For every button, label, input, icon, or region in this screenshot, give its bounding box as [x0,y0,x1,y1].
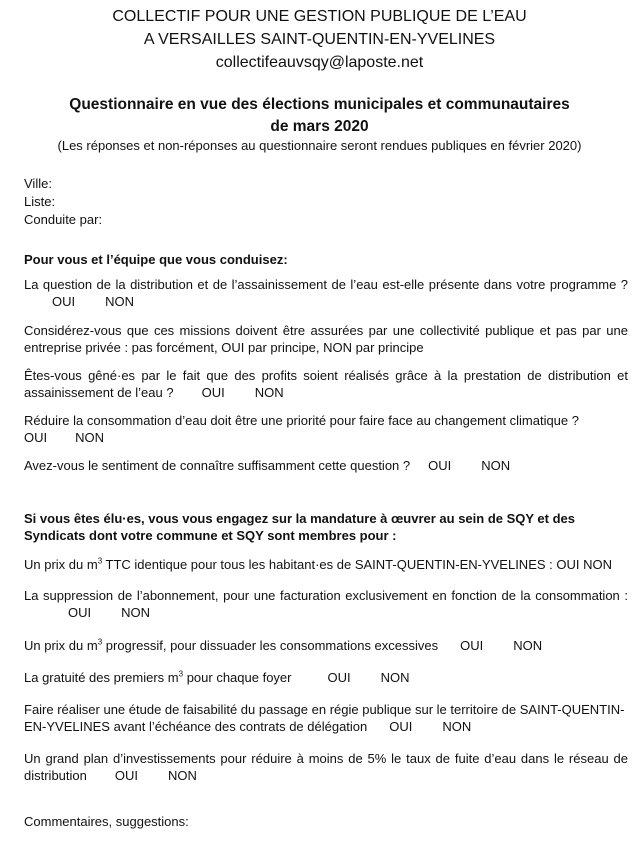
s1-question-1 [24,276,628,310]
org-email: collectifeauvsqy@laposte.net [215,54,424,71]
section2-heading: Si vous êtes élu·es, vous vous engagez sur la mandature à œuvrer au sein de SQY et des Syndicats dont votre commune et SQY sont membres pour : [24,511,576,543]
answer-non: NON [380,670,410,685]
question-text: Un prix du m [24,557,98,572]
answer-non: NON [121,605,151,620]
answer-non: NON [168,768,197,783]
answer-non: NON [442,719,472,734]
section1-heading: Pour vous et l’équipe que vous conduisez: [24,252,288,267]
question-text: Avez-vous le sentiment de connaître suffisamment cette question ? [24,458,411,473]
question-text: La question de la distribution et de l’assainissement de l’eau est-elle présente dans votre programme ? [24,277,628,292]
s1-question-2 [24,322,628,356]
answer-oui: OUI [114,768,138,783]
field-conduite: Conduite par: [24,212,103,227]
question-text: Un prix du m [24,638,98,653]
s1-question-5 [24,457,628,474]
questionnaire-title-line2: de mars 2020 [270,118,369,135]
field-ville: Ville: [24,176,52,191]
field-liste: Liste: [24,194,56,209]
answer-oui: OUI [389,719,413,734]
org-name-line1: COLLECTIF POUR UNE GESTION PUBLIQUE DE L’EAU [112,8,527,25]
s1-question-4 [24,412,628,446]
comments-label: Commentaires, suggestions: [24,814,189,829]
answer-oui: OUI [327,670,351,685]
question-text: La suppression de l’abonnement, pour une facturation exclusivement en fonction de la consommation : [24,588,628,603]
superscript-3: 3 [97,556,103,566]
question-text: La gratuité des premiers m [24,670,179,685]
question-text: Considérez-vous que ces missions doivent être assurées par une collectivité publique et pas par une entreprise privée : pas forcément, OUI par principe, NON par principe [24,323,628,355]
answer-non: NON [481,458,511,473]
question-text-cont: progressif, pour dissuader les consommations excessives [102,638,439,653]
s1-question-3 [24,367,628,401]
s2-question-6 [24,750,628,784]
question-text-cont: pour chaque foyer [183,670,292,685]
publication-note: (Les réponses et non-réponses au questionnaire seront rendues publiques en février 2020) [57,138,582,153]
question-text: Êtes-vous gêné·es par le fait que des profits soient réalisés grâce à la prestation de distribution et assainissement de l’eau ? [24,368,628,400]
answer-oui: OUI [68,605,92,620]
answer-oui: OUI [52,294,76,309]
answer-non: NON [254,385,284,400]
s2-question-5 [24,701,628,735]
answer-non: NON [75,430,105,445]
question-text: Un grand plan d’investissements pour réduire à moins de 5% le taux de fuite d’eau dans le réseau de distribution [24,751,628,783]
answer-non: NON [105,294,135,309]
s2-question-4 [24,669,628,686]
answer-oui: OUI [201,385,225,400]
question-text-cont: TTC identique pour tous les habitant·es de SAINT-QUENTIN-EN-YVELINES : OUI NON [102,557,612,572]
superscript-3: 3 [97,637,103,647]
question-text: Faire réaliser une étude de faisabilité du passage en régie publique sur le territoire de SAINT-QUENTIN-EN-YVELINES avant l’échéance des contrats de délégation [24,702,625,734]
answer-oui: OUI [428,458,452,473]
questionnaire-title-line1: Questionnaire en vue des élections municipales et communautaires [69,96,570,113]
question-text: Réduire la consommation d’eau doit être une priorité pour faire face au changement climatique ? [24,413,579,428]
answer-non: NON [513,638,543,653]
s2-question-2 [24,587,628,621]
org-name-line2: A VERSAILLES SAINT-QUENTIN-EN-YVELINES [143,31,496,48]
s2-question-1 [24,556,628,573]
superscript-3: 3 [178,669,184,679]
s2-question-3 [24,637,628,654]
answer-oui: OUI [460,638,484,653]
answer-oui: OUI [24,430,48,445]
